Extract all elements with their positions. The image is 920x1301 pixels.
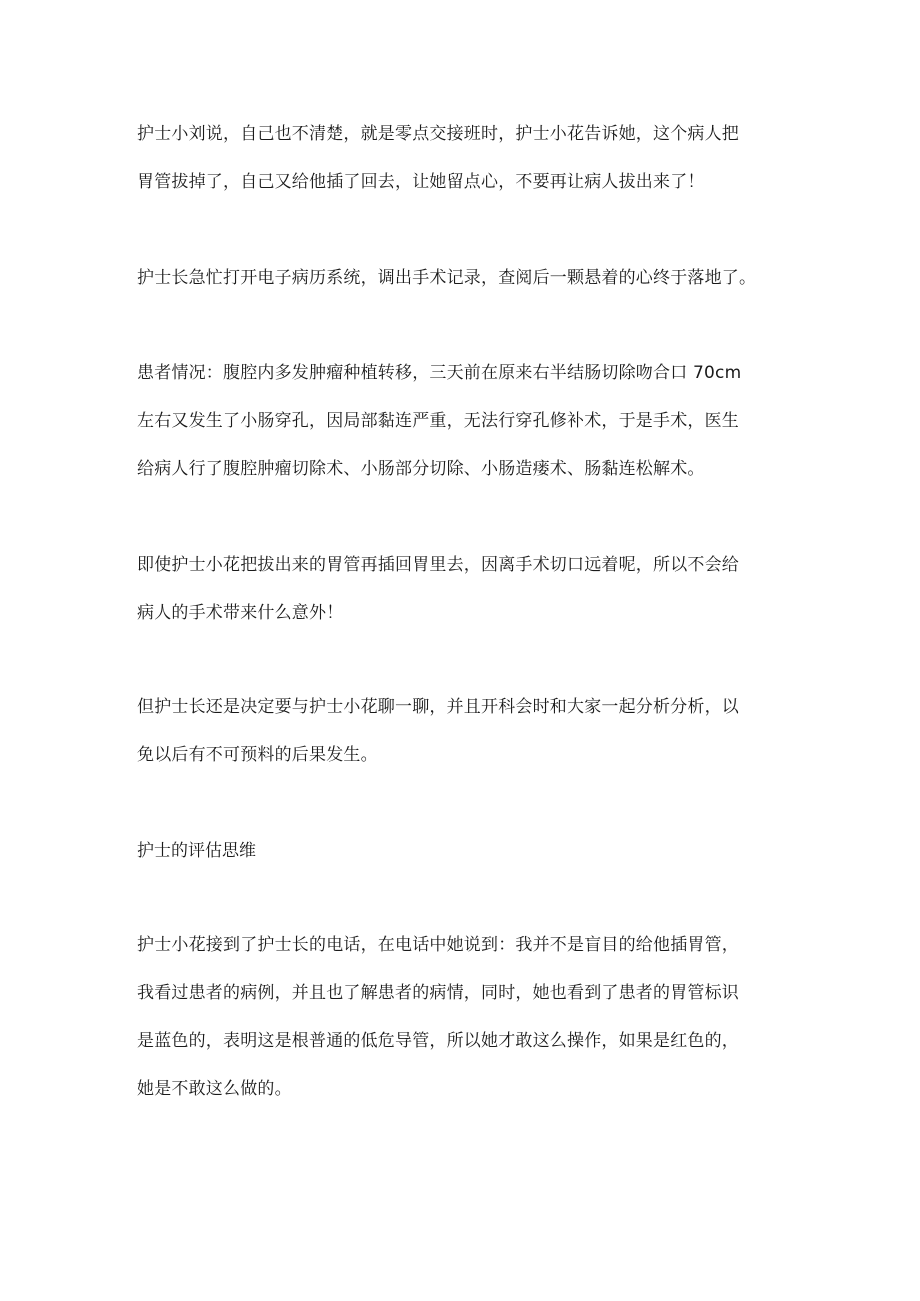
paragraph-line: 给病人行了腹腔肿瘤切除术、小肠部分切除、小肠造瘘术、肠黏连松解术。 xyxy=(137,459,705,479)
paragraph-2 xyxy=(137,254,789,302)
paragraph-4 xyxy=(137,541,789,637)
paragraph-line: 护士长急忙打开电子病历系统，调出手术记录，查阅后一颗悬着的心终于落地了。 xyxy=(137,268,757,288)
paragraph-line: 即使护士小花把拔出来的胃管再插回胃里去，因离手术切口远着呢，所以不会给 xyxy=(137,555,739,575)
paragraph-line: 左右又发生了小肠穿孔，因局部黏连严重，无法行穿孔修补术，于是手术，医生 xyxy=(137,411,739,431)
section-heading: 护士的评估思维 xyxy=(137,841,256,861)
paragraph-line: 免以后有不可预料的后果发生。 xyxy=(137,745,378,765)
paragraph-line: 我看过患者的病例，并且也了解患者的病情，同时，她也看到了患者的胃管标识 xyxy=(137,983,739,1003)
paragraph-line: 病人的手术带来什么意外！ xyxy=(137,603,344,623)
paragraph-6 xyxy=(137,921,789,1113)
paragraph-line: 是蓝色的，表明这是根普通的低危导管，所以她才敢这么操作，如果是红色的， xyxy=(137,1031,739,1051)
paragraph-3 xyxy=(137,349,789,493)
paragraph-line: 胃管拔掉了，自己又给他插了回去，让她留点心，不要再让病人拔出来了！ xyxy=(137,172,705,192)
paragraph-line: 但护士长还是决定要与护士小花聊一聊，并且开科会时和大家一起分析分析，以 xyxy=(137,697,739,717)
paragraph-line: 护士小花接到了护士长的电话，在电话中她说到：我并不是盲目的给他插胃管， xyxy=(137,935,739,955)
paragraph-line: 护士小刘说，自己也不清楚，就是零点交接班时，护士小花告诉她，这个病人把 xyxy=(137,124,739,144)
paragraph-5 xyxy=(137,683,789,779)
paragraph-1 xyxy=(137,110,789,206)
paragraph-line: 她是不敢这么做的。 xyxy=(137,1079,292,1099)
paragraph-line: 患者情况：腹腔内多发肿瘤种植转移，三天前在原来右半结肠切除吻合口 70cm xyxy=(137,363,742,383)
